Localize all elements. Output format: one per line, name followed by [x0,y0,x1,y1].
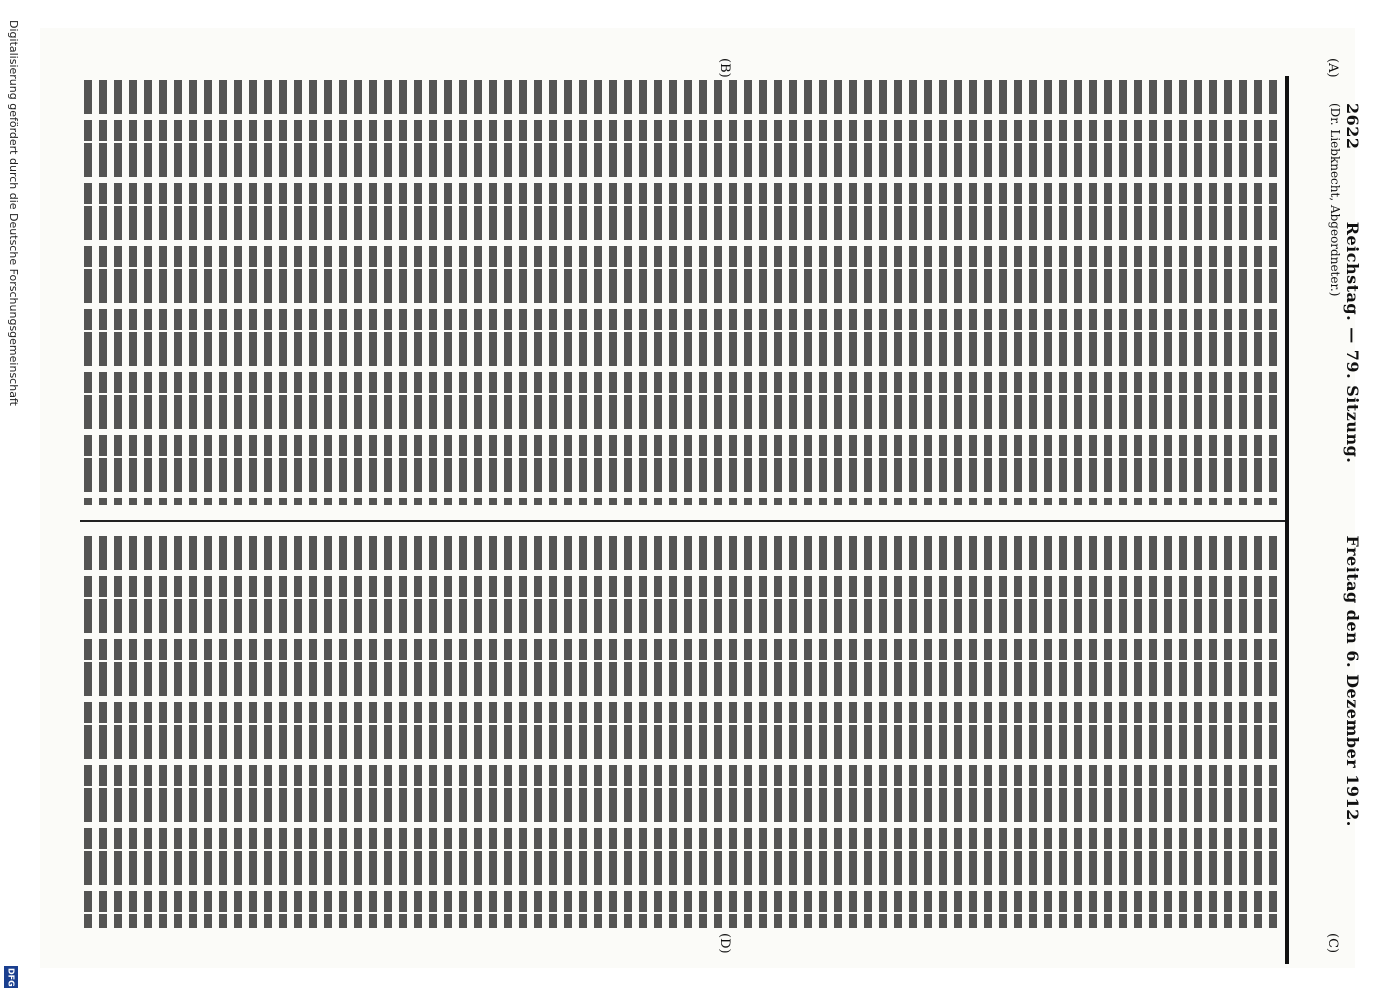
session-date: Freitag den 6. Dezember 1912. [1343,535,1362,827]
speaker-label: (Dr. Liebknecht, Abgeordneter.) [1328,103,1342,297]
column-divider [80,520,1285,522]
digitization-credit: Digitalisierung gefördert durch die Deutsche Forschungsgemeinschaft [7,20,20,406]
publication-title: Reichstag. [1343,221,1362,322]
left-column-text [84,80,1279,505]
sitting-number: 79. Sitzung. [1343,349,1362,464]
page-number: 2622 [1343,103,1362,150]
margin-mark-d: (D) [717,933,732,954]
right-column-text [84,536,1279,928]
margin-mark-a: (A) [1325,58,1340,78]
margin-mark-b: (B) [717,58,732,78]
dfg-logo-icon: DFG [4,966,18,988]
header-rule [1285,76,1289,964]
document-page [40,28,1362,968]
running-head: 2622 Reichstag. — 79. Sitzung. Freitag den 6. Dezember 1912. [1343,103,1362,827]
margin-mark-c: (C) [1325,933,1340,954]
